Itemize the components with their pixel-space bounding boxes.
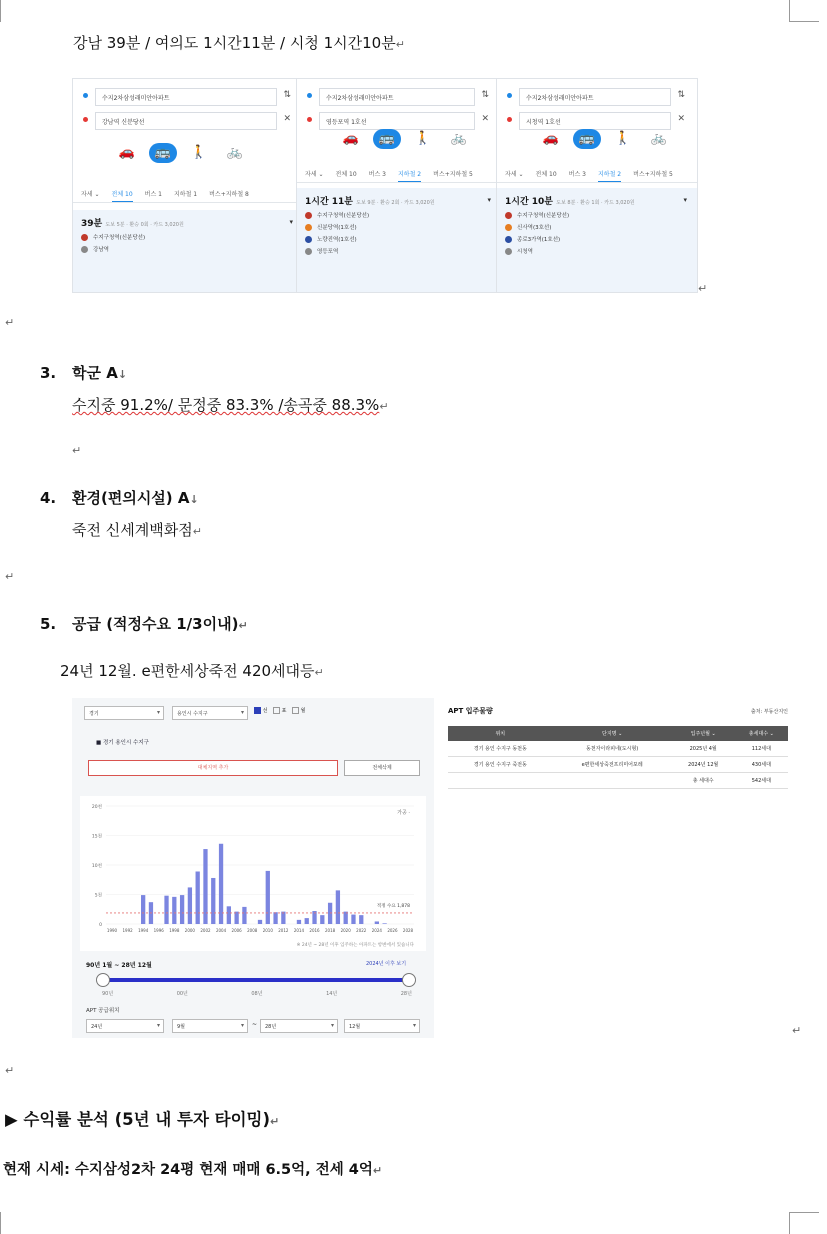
- x-tick-label: 2028: [402, 928, 414, 933]
- chart-bar: [141, 895, 145, 924]
- range-label: 90년 1월 ~ 28년 12월: [86, 962, 152, 969]
- col-header[interactable]: 입주년월 ⌄: [672, 726, 735, 741]
- car-icon[interactable]: 🚗: [118, 145, 136, 160]
- tab-0[interactable]: 자세 ⌄: [81, 191, 100, 198]
- destination-field[interactable]: 영등포역 1호선: [319, 112, 475, 130]
- stop-marker-icon: [505, 212, 512, 219]
- destination-dot-icon: [507, 117, 512, 122]
- y-tick-label: 0: [99, 923, 102, 928]
- supply-screenshot: [72, 698, 792, 1038]
- route-panel: [72, 78, 304, 293]
- origin-field[interactable]: 수지2차삼성래미안아파트: [95, 88, 277, 106]
- route-stop: [81, 233, 295, 241]
- section-number: 3.: [40, 364, 57, 382]
- transport-modes: [537, 129, 681, 149]
- tab-4[interactable]: 버스+지하철 5: [633, 171, 673, 178]
- stop-marker-icon: [81, 234, 88, 241]
- range-tilde: ~: [252, 1021, 258, 1028]
- y-tick-label: 10천: [91, 864, 102, 869]
- chevron-down-icon[interactable]: ▾: [487, 196, 491, 204]
- chart-bar: [351, 915, 355, 924]
- route-stop: [305, 211, 493, 219]
- stop-marker-icon: [81, 246, 88, 253]
- x-tick-label: 2000: [184, 928, 195, 933]
- x-tick-label: 2022: [356, 928, 367, 933]
- paragraph-mark: ↵: [5, 316, 15, 329]
- page-corner-top-right: [789, 0, 819, 22]
- x-tick-label: 1992: [122, 928, 133, 933]
- route-time: 39분 도보 5분 · 환승 0회 · 카드 3,020원: [81, 219, 184, 229]
- route-stop: [505, 235, 689, 243]
- tab-0[interactable]: 자세 ⌄: [505, 171, 524, 178]
- city-select[interactable]: 용인시 수지구 ▾: [172, 706, 248, 720]
- paragraph-mark: ↵: [72, 444, 82, 457]
- region-select[interactable]: 경기 ▾: [84, 706, 164, 720]
- view-options: [254, 707, 306, 714]
- x-tick-label: 2006: [231, 928, 242, 933]
- tab-3[interactable]: 지하철 2: [398, 171, 421, 183]
- x-tick-label: 2018: [325, 928, 336, 933]
- chart-bar: [242, 907, 246, 924]
- chart-area: [80, 796, 426, 951]
- route-result[interactable]: [73, 210, 303, 292]
- bus-icon[interactable]: 🚌: [573, 129, 601, 149]
- stop-marker-icon: [505, 236, 512, 243]
- stop-label: 수지구청역(신분당선): [517, 213, 570, 219]
- tab-1[interactable]: 전체 10: [335, 171, 357, 178]
- destination-dot-icon: [307, 117, 312, 122]
- apt-table: [448, 726, 788, 789]
- origin-dot-icon: [83, 93, 88, 98]
- section-5-heading: 5. 공급 (적정수요 1/3이내)↵: [40, 615, 248, 633]
- chart-bar: [180, 895, 184, 924]
- chart-bar: [344, 912, 348, 924]
- origin-field[interactable]: 수지2차삼성래미안아파트: [519, 88, 671, 106]
- start-label: APT 공급위치: [86, 1008, 120, 1014]
- tab-2[interactable]: 버스 3: [368, 171, 386, 178]
- paragraph-mark: ↵: [698, 282, 708, 295]
- chart-bar: [227, 906, 231, 924]
- chart-bar: [164, 896, 168, 924]
- destination-field[interactable]: 강남역 신분당선: [95, 112, 277, 130]
- chart-footnote: ※ 24년 ~ 28년 이후 입주하는 아파트는 항변에서 있습니다: [296, 943, 414, 948]
- route-time-note: 도보 9분 · 환승 2회 · 카드 3,020원: [356, 200, 435, 206]
- page-margin-left-top: [0, 0, 1, 22]
- proper-demand-label: 적정 수요 1,878: [376, 903, 410, 909]
- paragraph-mark: ↵: [5, 1064, 15, 1077]
- stop-label: 강남역: [93, 247, 109, 253]
- chevron-down-icon[interactable]: ▾: [289, 218, 293, 226]
- tab-3[interactable]: 지하철 2: [598, 171, 621, 183]
- stop-label: 영등포역: [317, 249, 339, 255]
- car-icon[interactable]: 🚗: [342, 131, 360, 146]
- origin-dot-icon: [307, 93, 312, 98]
- to-month-select[interactable]: 12월 ▾: [344, 1019, 420, 1033]
- bus-icon[interactable]: 🚌: [373, 129, 401, 149]
- apt-table-source: 출처: 부동산지인: [750, 709, 788, 715]
- x-tick-label: 2014: [293, 928, 305, 933]
- section-3-heading: 3. 학군 A↓: [40, 364, 128, 382]
- transport-modes: [113, 143, 257, 163]
- section-4-detail: 죽전 신세계백화점↵: [72, 521, 202, 539]
- x-tick-label: 2016: [309, 928, 320, 933]
- bike-icon[interactable]: 🚲: [450, 131, 468, 146]
- swap-icon[interactable]: ⇅: [481, 90, 489, 100]
- route-time-note: 도보 5분 · 환승 0회 · 카드 3,020원: [105, 222, 184, 228]
- chart-bar: [305, 918, 309, 924]
- chart-bar: [266, 871, 270, 924]
- stop-marker-icon: [305, 212, 312, 219]
- stop-marker-icon: [305, 248, 312, 255]
- route-stop: [305, 247, 493, 255]
- stop-label: 신분당역(1호선): [317, 225, 357, 231]
- to-year-select[interactable]: 28년 ▾: [260, 1019, 338, 1033]
- range-link[interactable]: 2024년 이후 보기: [366, 961, 407, 967]
- table-row[interactable]: 경기 용인 수지구 죽전동 e편한세상죽전프리미어포레 2024년 12월 430세대: [448, 757, 788, 773]
- route-stop: [305, 235, 493, 243]
- section-5-detail: 24년 12월. e편한세상죽전 420세대등↵: [60, 662, 324, 680]
- x-tick-label: 1998: [169, 928, 180, 933]
- col-header[interactable]: 단지명 ⌄: [553, 726, 672, 741]
- tab-1[interactable]: 전체 10: [535, 171, 557, 178]
- tab-3[interactable]: 지하철 1: [174, 191, 198, 198]
- route-tabs: [297, 165, 501, 183]
- tab-4[interactable]: 버스+지하철 8: [209, 191, 249, 198]
- table-row[interactable]: 경기 용인 수지구 동천동 동천자이라피네(도시형) 2025년 4월 112세대: [448, 741, 788, 757]
- y-tick-label: 5천: [94, 893, 102, 899]
- origin-dot-icon: [507, 93, 512, 98]
- x-tick-label: 2012: [278, 928, 289, 933]
- chart-bar: [297, 920, 301, 924]
- chart-bar: [196, 871, 200, 924]
- route-stop: [305, 223, 493, 231]
- route-stop: [505, 211, 689, 219]
- y-tick-label: 20천: [91, 805, 102, 810]
- walk-icon[interactable]: 🚶: [614, 131, 632, 146]
- from-month-select[interactable]: 9월 ▾: [172, 1019, 248, 1033]
- x-tick-label: 2020: [340, 928, 351, 933]
- range-slider-track[interactable]: [102, 978, 410, 982]
- from-year-select[interactable]: 24년 ▾: [86, 1019, 164, 1033]
- stop-label: 시청역: [517, 249, 533, 255]
- region-tag: ■ 경기 용인시 수지구: [96, 740, 149, 746]
- car-icon[interactable]: 🚗: [542, 131, 560, 146]
- chart-bar: [219, 844, 223, 924]
- view-option-line[interactable]: 선: [254, 708, 267, 714]
- chart-bar: [211, 878, 215, 924]
- legend-note: 가공 ·: [397, 810, 410, 816]
- close-icon[interactable]: ✕: [677, 114, 685, 124]
- page-margin-left-bottom: [0, 1212, 1, 1234]
- paragraph-mark: ↵: [792, 1024, 802, 1037]
- delete-all-button[interactable]: 전체삭제: [344, 760, 420, 776]
- apt-table-panel: [448, 706, 788, 789]
- x-tick-label: 1994: [138, 928, 149, 933]
- y-tick-label: 15천: [91, 834, 102, 840]
- route-time: 1시간 10분 도보 8분 · 환승 1회 · 카드 3,020원: [505, 197, 635, 207]
- current-price-line: 현재 시세: 수지삼성2차 24평 현재 매매 6.5억, 전세 4억↵: [3, 1162, 383, 1178]
- chart-bar: [336, 890, 340, 924]
- destination-field[interactable]: 시청역 1호선: [519, 112, 671, 130]
- stop-marker-icon: [305, 224, 312, 231]
- origin-field[interactable]: 수지2차삼성래미안아파트: [319, 88, 475, 106]
- chart-bar: [188, 887, 192, 924]
- chart-bar: [172, 897, 176, 924]
- stop-marker-icon: [505, 224, 512, 231]
- close-icon[interactable]: ✕: [283, 114, 291, 124]
- view-option-month[interactable]: 월: [292, 708, 305, 714]
- walk-icon[interactable]: 🚶: [414, 131, 432, 146]
- supply-left-panel: [72, 698, 434, 1038]
- stop-marker-icon: [305, 236, 312, 243]
- route-tabs: [73, 185, 303, 203]
- route-time: 1시간 11분 도보 9분 · 환승 2회 · 카드 3,020원: [305, 197, 435, 207]
- range-slider-start-handle[interactable]: [96, 973, 110, 987]
- tab-4[interactable]: 버스+지하철 5: [433, 171, 473, 178]
- chevron-down-icon[interactable]: ▾: [683, 196, 687, 204]
- walk-icon[interactable]: 🚶: [190, 145, 208, 160]
- close-icon[interactable]: ✕: [481, 114, 489, 124]
- stop-marker-icon: [505, 248, 512, 255]
- swap-icon[interactable]: ⇅: [283, 90, 291, 100]
- page-corner-bottom-right: [789, 1212, 819, 1234]
- commute-times-line: 강남 39분 / 여의도 1시간11분 / 시청 1시간10분↵: [73, 34, 405, 52]
- stop-label: 수지구청역(신분당선): [317, 213, 370, 219]
- x-tick-label: 2010: [262, 928, 273, 933]
- table-total-row: 총 세대수 542세대: [448, 773, 788, 789]
- chart-bar: [320, 915, 324, 924]
- chart-bar: [258, 920, 262, 924]
- x-tick-label: 2002: [200, 928, 211, 933]
- bike-icon[interactable]: 🚲: [226, 145, 244, 160]
- route-time-note: 도보 8분 · 환승 1회 · 카드 3,020원: [556, 200, 635, 206]
- section-4-heading: 4. 환경(편의시설) A↓: [40, 489, 199, 507]
- chart-bar: [382, 923, 386, 924]
- view-option-table[interactable]: 표: [273, 708, 286, 714]
- route-panel: [496, 78, 698, 293]
- x-tick-label: 2024: [371, 928, 382, 933]
- transport-modes: [337, 129, 481, 149]
- x-tick-label: 2004: [215, 928, 227, 933]
- route-screenshot: [72, 78, 698, 293]
- tab-0[interactable]: 자세 ⌄: [305, 171, 324, 178]
- route-stop: [505, 247, 689, 255]
- col-header[interactable]: 위치: [448, 726, 553, 741]
- chart-bar: [281, 912, 285, 924]
- slider-ticks: 90년 00년 08년 14년 28년: [102, 991, 412, 997]
- route-stop: [505, 223, 689, 231]
- swap-icon[interactable]: ⇅: [677, 90, 685, 100]
- tab-1[interactable]: 전체 10: [112, 191, 133, 203]
- route-result[interactable]: [497, 188, 697, 292]
- stop-label: 노량진역(1호선): [317, 237, 357, 243]
- x-tick-label: 2026: [387, 928, 398, 933]
- chart-bar: [273, 912, 277, 924]
- destination-dot-icon: [83, 117, 88, 122]
- profit-analysis-heading: ▶ 수익률 분석 (5년 내 투자 타이밍)↵: [5, 1110, 280, 1129]
- stop-label: 종로3가역(1호선): [517, 237, 561, 243]
- supply-bar-chart: [80, 796, 426, 951]
- tab-2[interactable]: 버스 1: [144, 191, 162, 198]
- x-tick-label: 1990: [106, 928, 118, 933]
- paragraph-mark: ↵: [5, 570, 15, 583]
- stop-label: 수지구청역(신분당선): [93, 235, 146, 241]
- section-3-detail: 수지중 91.2%/ 문정중 83.3% /송곡중 88.3%↵: [72, 396, 389, 414]
- range-slider-end-handle[interactable]: [402, 973, 416, 987]
- col-header[interactable]: 총세대수 ⌄: [735, 726, 788, 741]
- bike-icon[interactable]: 🚲: [650, 131, 668, 146]
- chart-bar: [234, 912, 238, 924]
- tab-2[interactable]: 버스 3: [568, 171, 586, 178]
- bus-icon[interactable]: 🚌: [149, 143, 177, 163]
- add-region-button[interactable]: 대체지역 추가: [88, 760, 338, 776]
- stop-label: 신사역(3호선): [517, 225, 552, 231]
- route-tabs: [497, 165, 697, 183]
- route-result[interactable]: [297, 188, 501, 292]
- x-tick-label: 1996: [153, 928, 164, 933]
- chart-bar: [375, 921, 379, 924]
- chart-bar: [328, 903, 332, 924]
- chart-bar: [359, 915, 363, 924]
- route-panel: [296, 78, 502, 293]
- apt-table-title: APT 입주물량: [448, 707, 493, 715]
- x-tick-label: 2008: [247, 928, 258, 933]
- route-stop: [81, 245, 295, 253]
